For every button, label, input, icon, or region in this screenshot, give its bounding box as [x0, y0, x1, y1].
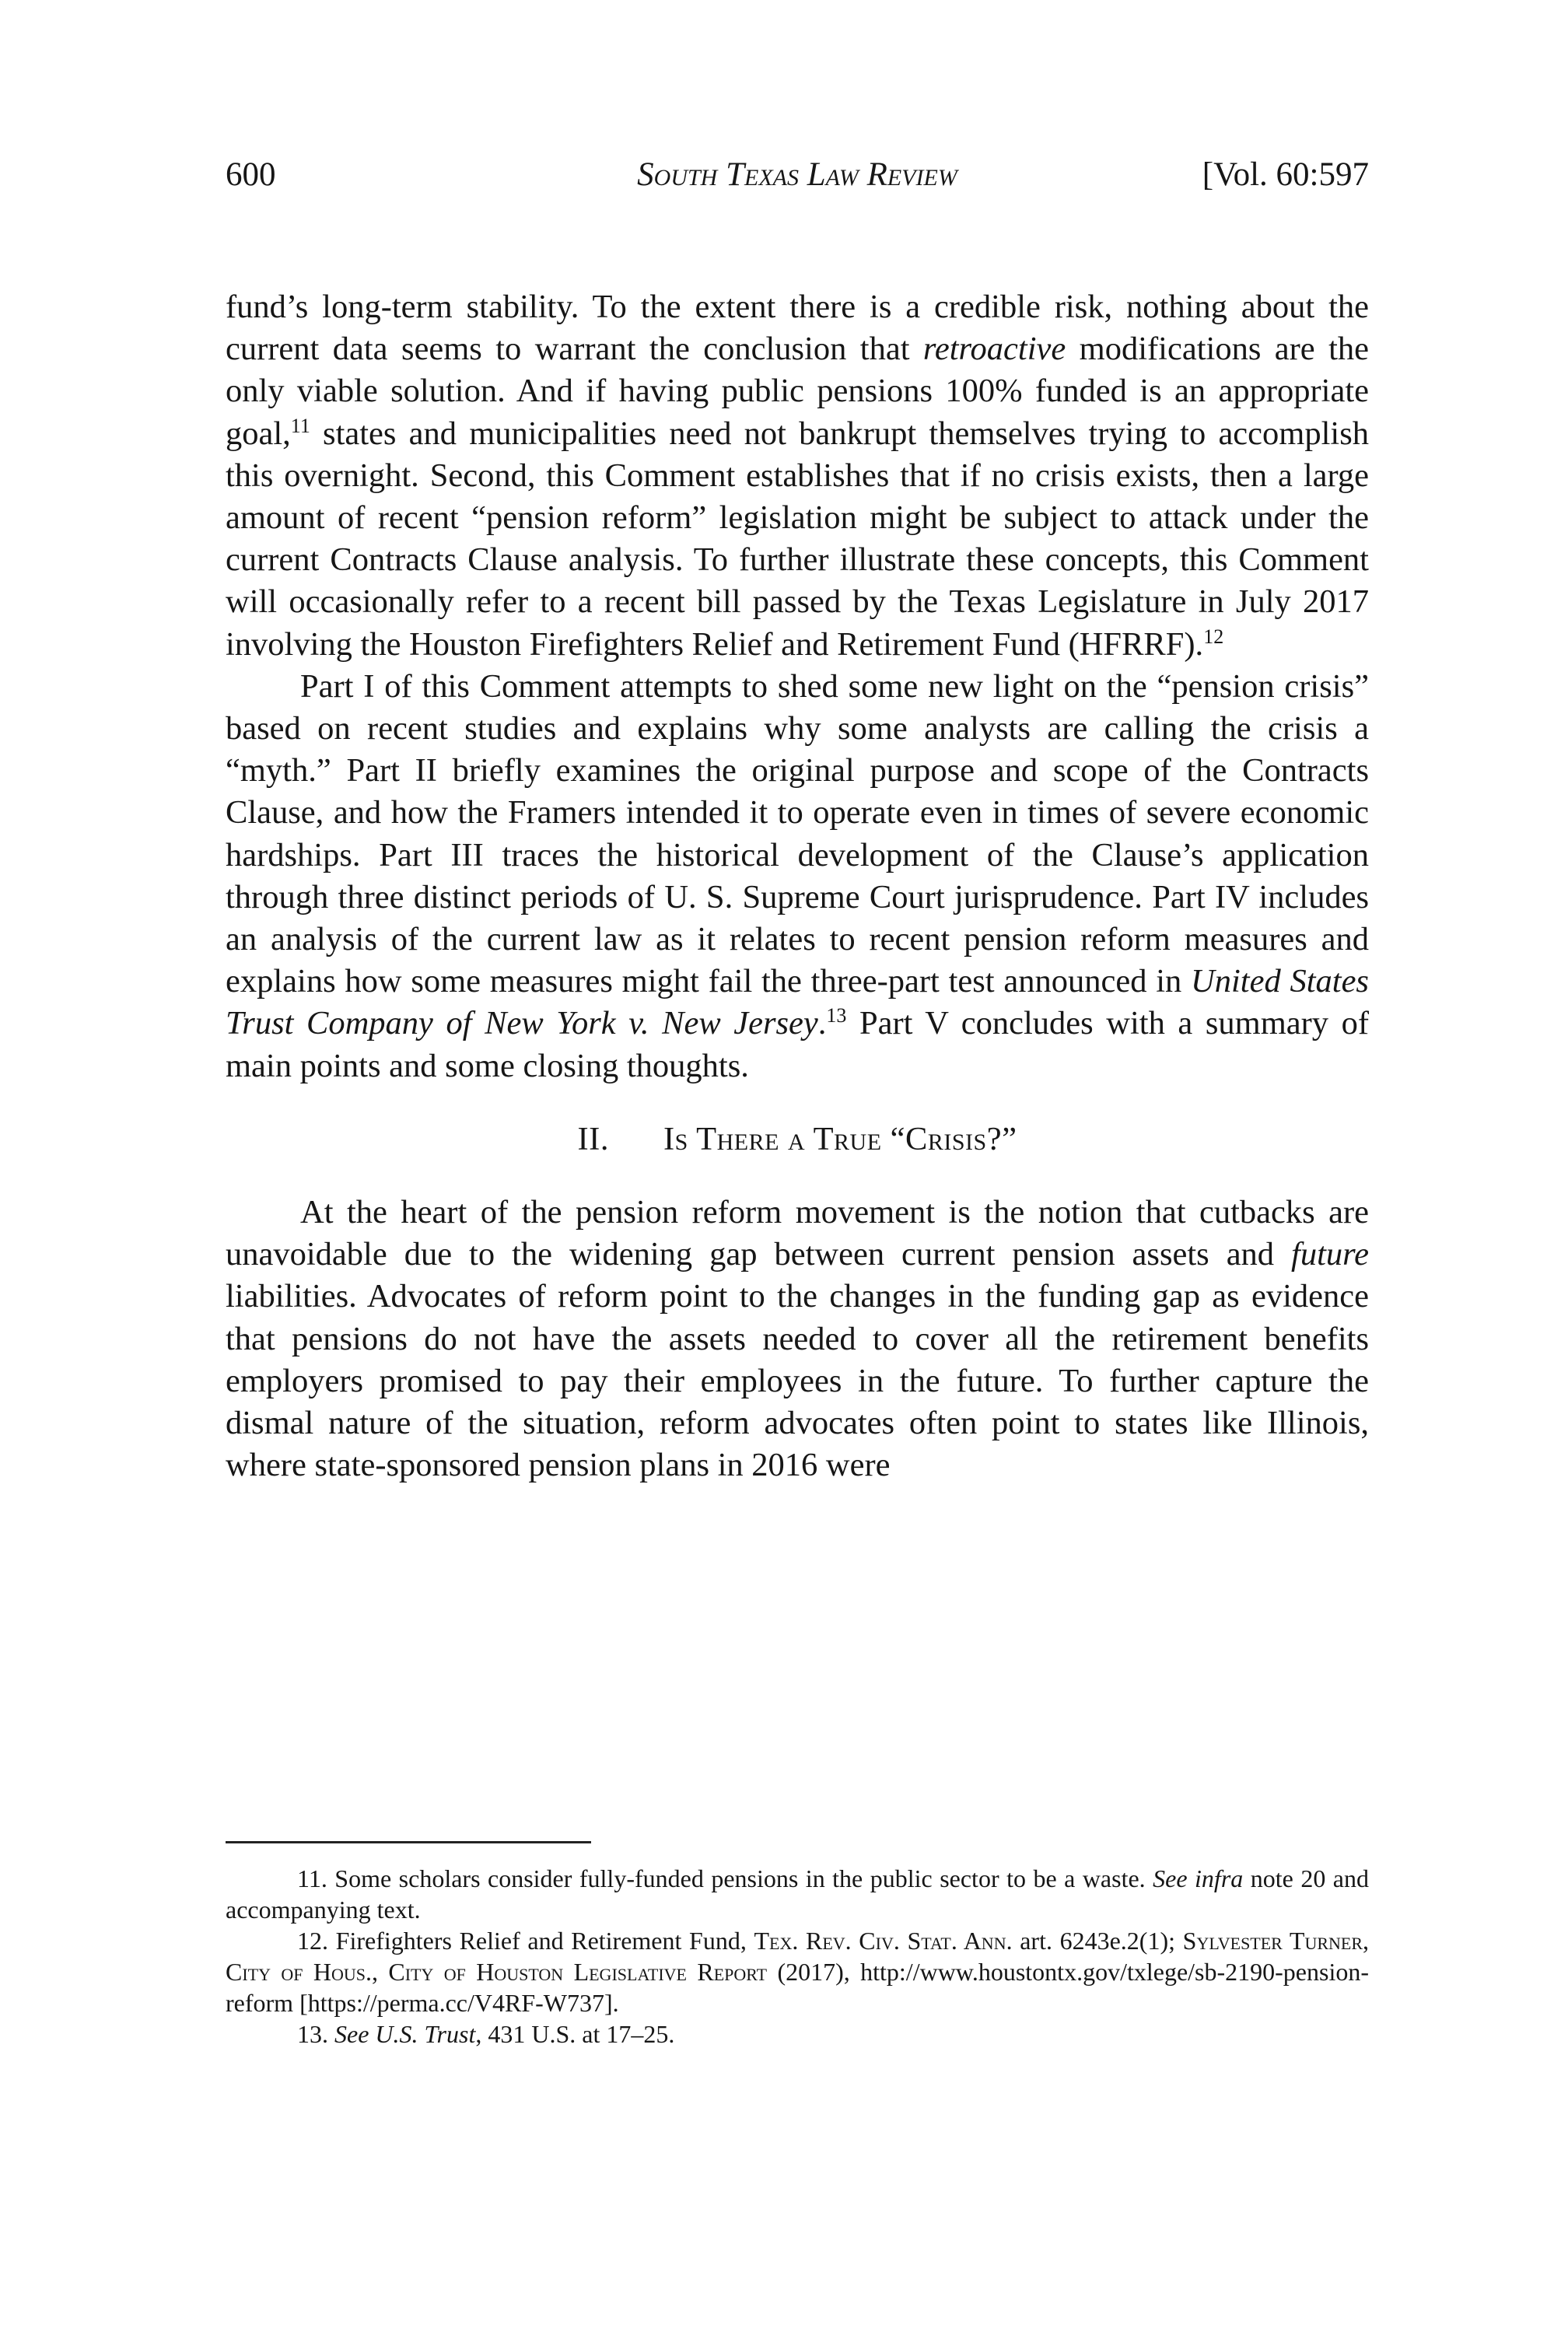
statute-citation: Tex. Rev. Civ. Stat. Ann. — [754, 1927, 1013, 1955]
paragraph-2 — [226, 666, 1369, 1087]
footnote-ref-12[interactable]: 12 — [1203, 625, 1224, 648]
page-number: 600 — [226, 156, 276, 193]
p2-text-b: . — [817, 1005, 827, 1042]
p3-text-b: liabilities. Advocates of reform point to the changes in the funding gap as evidence that pensions do not have the assets needed to cover all the retirement benefits employers promised to pay their employees in the future. To further capture the dismal nature of the situation, reform advocates often point to states like Illinois, where state-sponsored pension plans in 2016 were — [226, 1278, 1369, 1484]
footnote-text: Firefighters Relief and Retirement Fund, — [335, 1927, 754, 1955]
p1-text-b: modifications are the only viable solution. And if having public pensions 100% funded is an appropriate goal, — [226, 331, 1369, 452]
footnote-divider — [226, 1841, 591, 1843]
p2-case-name: United States Trust Company of New York v. New Jersey — [226, 963, 1369, 1042]
report-citation: Sylvester Turner, City of Hous., City of Houston Legislative Report — [226, 1927, 1370, 1986]
footnote-link-text[interactable]: (2017), http://www.houstontx.gov/txlege/sb-2190-pension-reform [https://perma.cc/V4RF-W737]. — [226, 1958, 1370, 2017]
p1-emphasis: retroactive — [922, 331, 1066, 368]
main-text — [226, 286, 1369, 1486]
footnote-number: 12. — [297, 1927, 328, 1955]
p3-emphasis: future — [1291, 1236, 1369, 1273]
footnote-signal: See U.S. Trust — [334, 2020, 476, 2048]
section-heading — [226, 1118, 1369, 1160]
footnote-13 — [226, 2018, 1369, 2050]
footnote-text: Some scholars consider fully-funded pensions in the public sector to be a waste. — [334, 1864, 1153, 1892]
p2-text-a: Part I of this Comment attempts to shed some new light on the “pension crisis” based on recent studies and explains why some analysts are calling the crisis a “myth.” Part II briefly examines the original purpose and scope of the Contracts Clause, and how the Framers intended it to operate even in times of severe economic hardships. Part III traces the historical development of the Clause’s application through three distinct periods of U. S. Supreme Court jurisprudence. Part IV includes an analysis of the current law as it relates to recent pension reform measures and explains how some measures might fail the three-part test announced in — [226, 667, 1369, 1000]
footnote-number: 11. — [297, 1864, 327, 1892]
footnotes — [226, 1863, 1369, 2050]
volume-citation: [Vol. 60:597 — [1202, 156, 1369, 193]
footnote-ref-11[interactable]: 11 — [290, 414, 310, 437]
footnote-number: 13. — [297, 2020, 328, 2048]
running-header — [226, 156, 1369, 202]
paragraph-3 — [226, 1192, 1369, 1486]
section-number: II. — [577, 1120, 609, 1157]
journal-title: South Texas Law Review — [637, 156, 957, 193]
p1-text-a: fund’s long-term stability. To the extent there is a credible risk, nothing about the current data seems to warrant the conclusion that — [226, 289, 1369, 368]
paragraph-1 — [226, 286, 1369, 666]
footnote-ref-13[interactable]: 13 — [826, 1004, 847, 1027]
p1-text-c: states and municipalities need not bankrupt themselves trying to accomplish this overnight. Second, this Comment establishes that if no crisis exists, then a large amount of recent “pension reform” legislation might be subject to attack under the current Contracts Clause analysis. To further illustrate these concepts, this Comment will occasionally refer to a recent bill passed by the Texas Legislature in July 2017 involving the Houston Firefighters Relief and Retirement Fund (HFRRF). — [226, 415, 1369, 663]
footnote-text: note 20 and accompanying text. — [226, 1864, 1370, 1924]
footnote-signal: See infra — [1153, 1864, 1244, 1892]
footnote-12 — [226, 1925, 1369, 2018]
p3-text-a: At the heart of the pension reform movement is the notion that cutbacks are unavoidable due to the widening gap between current pension assets and — [226, 1194, 1369, 1273]
p2-text-c: Part V concludes with a summary of main points and some closing thoughts. — [226, 1005, 1369, 1084]
footnote-11 — [226, 1863, 1369, 1925]
footnote-text: , 431 U.S. at 17–25. — [475, 2020, 675, 2048]
footnote-text: art. 6243e.2(1); — [1012, 1927, 1183, 1955]
section-title: Is There a True “Crisis?” — [663, 1120, 1017, 1157]
